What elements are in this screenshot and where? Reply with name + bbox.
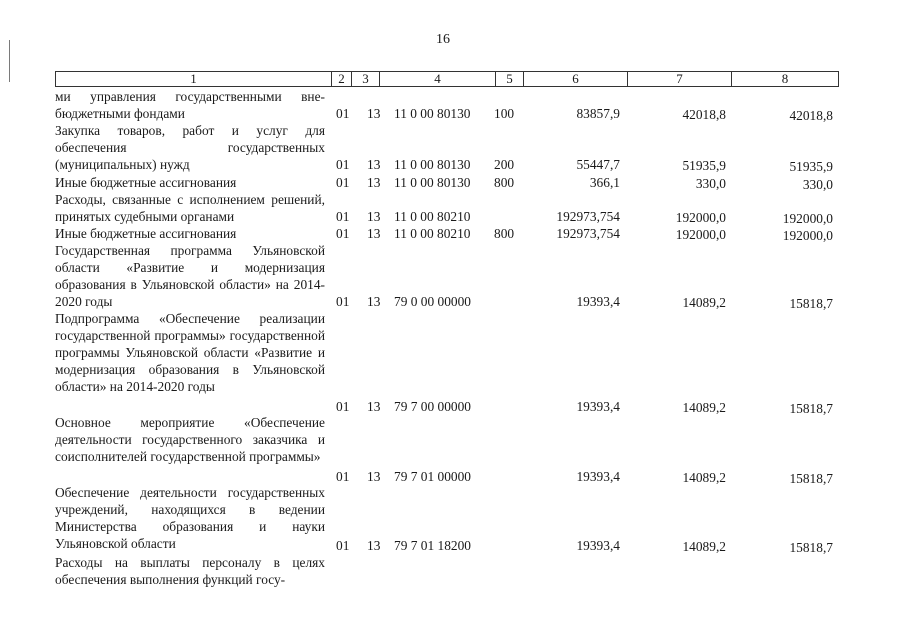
row-section: 01 xyxy=(336,157,350,172)
col-header-8: 8 xyxy=(781,71,789,86)
margin-line xyxy=(9,40,10,82)
row-target-article: 11 0 00 80130 xyxy=(394,175,471,190)
table-header xyxy=(55,71,839,87)
row-target-article: 79 0 00 00000 xyxy=(394,294,471,309)
row-amount-col6: 83857,9 xyxy=(576,106,620,121)
row-expense-type: 200 xyxy=(494,157,515,172)
row-amount-col8: 15818,7 xyxy=(789,296,833,311)
row-description: Закупка товаров, работ и услуг для обеспечения государственных (муниципальных) нужд xyxy=(55,123,325,172)
page-number: 16 xyxy=(436,32,450,47)
row-amount-col6: 192973,754 xyxy=(556,209,620,224)
row-amount-col7: 42018,8 xyxy=(682,107,726,122)
row-amount-col8: 15818,7 xyxy=(789,401,833,416)
row-amount-col8: 192000,0 xyxy=(782,228,833,243)
row-target-article: 79 7 00 00000 xyxy=(394,399,471,414)
col-header-7: 7 xyxy=(628,72,732,86)
row-section: 01 xyxy=(336,175,350,190)
row-amount-col7: 330,0 xyxy=(695,176,726,191)
row-subsection: 13 xyxy=(367,294,381,309)
row-subsection: 13 xyxy=(367,226,381,241)
row-target-article: 11 0 00 80130 xyxy=(394,106,471,121)
row-amount-col6: 192973,754 xyxy=(556,226,620,241)
row-amount-col7: 14089,2 xyxy=(682,295,726,310)
row-description: Расходы, связанные с исполнением решений, принятых судебными органами xyxy=(55,192,325,224)
row-target-article: 11 0 00 80210 xyxy=(394,226,471,241)
row-section: 01 xyxy=(336,399,350,414)
row-subsection: 13 xyxy=(367,538,381,553)
row-amount-col6: 19393,4 xyxy=(576,469,620,484)
row-section: 01 xyxy=(336,294,350,309)
row-description: Государственная программа Ульяновской области «Развитие и модернизация образования в Ульяновской области» на 2014-2020 годы xyxy=(55,243,325,309)
row-amount-col8: 51935,9 xyxy=(789,159,833,174)
row-target-article: 79 7 01 00000 xyxy=(394,469,471,484)
row-description: Иные бюджетные ассигнования xyxy=(55,226,237,241)
row-subsection: 13 xyxy=(367,399,381,414)
row-amount-col8: 42018,8 xyxy=(789,108,833,123)
row-amount-col6: 19393,4 xyxy=(576,399,620,414)
row-subsection: 13 xyxy=(367,469,381,484)
row-amount-col6: 19393,4 xyxy=(576,538,620,553)
row-amount-col8: 15818,7 xyxy=(789,540,833,555)
row-subsection: 13 xyxy=(367,157,381,172)
row-description: ми управления государственными вне-бюджетными фондами xyxy=(55,89,325,121)
row-amount-col8: 192000,0 xyxy=(782,211,833,226)
row-amount-col6: 55447,7 xyxy=(576,157,620,172)
row-subsection: 13 xyxy=(367,209,381,224)
row-subsection: 13 xyxy=(367,106,381,121)
row-expense-type: 800 xyxy=(494,226,515,241)
row-description: Основное мероприятие «Обеспечение деятельности государственного заказчика и соисполнителей государственной программы» xyxy=(55,415,325,464)
col-header-6: 6 xyxy=(524,72,628,86)
col-header-5: 5 xyxy=(496,72,524,86)
row-amount-col8: 15818,7 xyxy=(789,471,833,486)
row-section: 01 xyxy=(336,538,350,553)
row-amount-col7: 14089,2 xyxy=(682,470,726,485)
col-header-3: 3 xyxy=(352,72,380,86)
row-description: Обеспечение деятельности государственных учреждений, находящихся в ведении Министерства образования и науки Ульяновской области xyxy=(55,485,325,551)
row-section: 01 xyxy=(336,226,350,241)
row-amount-col7: 51935,9 xyxy=(682,158,726,173)
row-section: 01 xyxy=(336,106,350,121)
row-amount-col7: 192000,0 xyxy=(675,210,726,225)
row-description: Иные бюджетные ассигнования xyxy=(55,175,237,190)
row-subsection: 13 xyxy=(367,175,381,190)
row-amount-col7: 192000,0 xyxy=(675,227,726,242)
row-amount-col7: 14089,2 xyxy=(682,539,726,554)
row-target-article: 11 0 00 80210 xyxy=(394,209,471,224)
col-header-2: 2 xyxy=(332,72,352,86)
row-section: 01 xyxy=(336,469,350,484)
row-amount-col8: 330,0 xyxy=(802,177,833,192)
row-target-article: 11 0 00 80130 xyxy=(394,157,471,172)
row-section: 01 xyxy=(336,209,350,224)
row-description: Подпрограмма «Обеспечение реализации государственной программы» государственной программы Ульяновской области «Развитие и модернизация образования в Ульяновской области» на 2014-2020 годы xyxy=(55,311,325,394)
row-amount-col6: 366,1 xyxy=(589,175,620,190)
col-header-4: 4 xyxy=(380,72,496,86)
row-expense-type: 800 xyxy=(494,175,515,190)
row-amount-col6: 19393,4 xyxy=(576,294,620,309)
row-amount-col7: 14089,2 xyxy=(682,400,726,415)
col-header-1: 1 xyxy=(56,72,332,86)
row-target-article: 79 7 01 18200 xyxy=(394,538,471,553)
row-description: Расходы на выплаты персоналу в целях обеспечения выполнения функций госу- xyxy=(55,555,325,587)
row-expense-type: 100 xyxy=(494,106,515,121)
